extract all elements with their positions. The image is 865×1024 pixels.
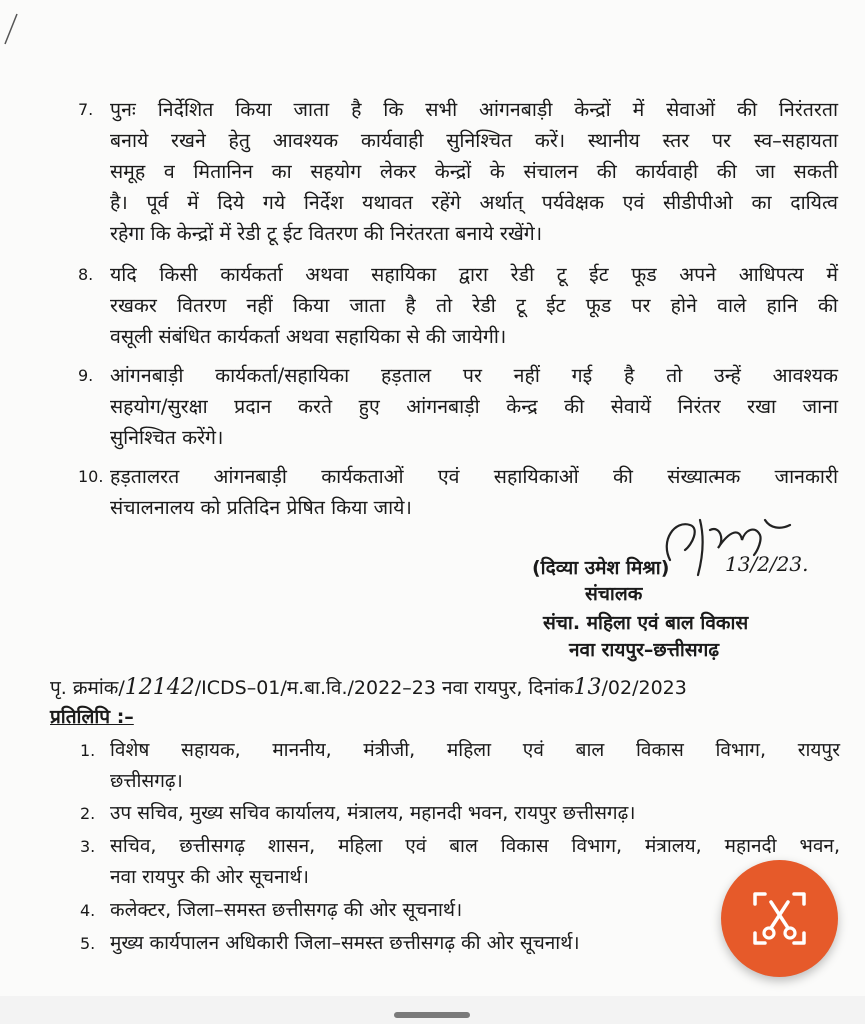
screenshot-crop-button[interactable] [721, 860, 838, 977]
copy-number: 4. [80, 901, 96, 920]
point-line: है। पूर्व में दिये गये निर्देश यथावत रहेंगे अर्थात् पर्यवेक्षक एवं सीडीपीओ का दायित्व [110, 191, 838, 214]
home-indicator[interactable] [394, 1012, 470, 1018]
point-7 [78, 94, 838, 249]
copy-line: नवा रायपुर की ओर सूचनार्थ। [110, 866, 309, 888]
copy-item-2 [80, 798, 840, 829]
signature-date: 13/2/23. [725, 552, 809, 576]
scissors-crop-icon [749, 888, 810, 949]
copy-item-3 [80, 831, 840, 893]
copy-item-1 [80, 735, 840, 797]
point-line: बनाये रखने हेतु आवश्यक कार्यवाही सुनिश्चित करें। स्थानीय स्तर पर स्व–सहायता [110, 129, 838, 152]
point-number: 9. [78, 366, 94, 385]
point-line: सुनिश्चित करेंगे। [110, 426, 224, 449]
point-line: सहयोग/सुरक्षा प्रदान करते हुए आंगनबाड़ी केन्द्र की सेवायें निरंतर रखा जाना [110, 395, 838, 418]
reference-prefix: पृ. क्रमांक/ [50, 677, 125, 699]
signatory-place: नवा रायपुर–छत्तीसगढ़ [569, 639, 720, 661]
point-8 [78, 259, 838, 352]
signatory-name: (दिव्या उमेश मिश्रा) [532, 557, 670, 579]
signatory-department: संचा. महिला एवं बाल विकास [543, 612, 749, 634]
point-line: रखकर वितरण नहीं किया जाता है तो रेडी टू ईट फूड पर होने वाले हानि की [110, 294, 838, 317]
point-line: रहेगा कि केन्द्रों में रेडी टू ईट वितरण की निरंतरता बनाये रखेंगे। [110, 222, 543, 245]
copy-line: मुख्य कार्यपालन अधिकारी जिला–समस्त छत्तीसगढ़ की ओर सूचनार्थ। [110, 932, 580, 954]
point-line: पुनः निर्देशित किया जाता है कि सभी आंगनबाड़ी केन्द्रों में सेवाओं की निरंतरता [110, 98, 838, 121]
point-number: 8. [78, 265, 94, 284]
reference-number: 12142 [124, 675, 195, 700]
reference-day: 13 [573, 675, 602, 700]
point-line: हड़तालरत आंगनबाड़ी कार्यकताओं एवं सहायिकाओं की संख्यात्मक जानकारी [110, 465, 838, 488]
point-number: 10. [78, 467, 104, 486]
copy-line: सचिव, छत्तीसगढ़ शासन, महिला एवं बाल विकास विभाग, मंत्रालय, महानदी भवन, [110, 835, 840, 857]
point-9 [78, 360, 838, 453]
point-line: समूह व मितानिन का सहयोग लेकर केन्द्रों के संचालन की कार्यवाही की जा सकती [110, 160, 838, 183]
copy-line: उप सचिव, मुख्य सचिव कार्यालय, मंत्रालय, महानदी भवन, रायपुर छत्तीसगढ़। [110, 802, 636, 824]
pen-mark [2, 12, 20, 46]
point-line: आंगनबाड़ी कार्यकर्ता/सहायिका हड़ताल पर नहीं गई है तो उन्हें आवश्यक [110, 364, 838, 387]
copy-line: विशेष सहायक, माननीय, मंत्रीजी, महिला एवं बाल विकास विभाग, रायपुर [110, 739, 840, 761]
copy-number: 3. [80, 837, 96, 856]
copy-number: 2. [80, 804, 96, 823]
signatory-designation: संचालक [585, 583, 643, 605]
reference-line [50, 674, 687, 702]
copy-line: छत्तीसगढ़। [110, 770, 183, 792]
copy-to-heading: प्रतिलिपि :– [50, 706, 134, 728]
point-line: संचालनालय को प्रतिदिन प्रेषित किया जाये। [110, 496, 412, 519]
copy-line: कलेक्टर, जिला–समस्त छत्तीसगढ़ की ओर सूचनार्थ। [110, 899, 463, 921]
reference-suffix: /02/2023 [601, 677, 687, 699]
copy-number: 5. [80, 934, 96, 953]
copy-number: 1. [80, 741, 96, 760]
point-line: वसूली संबंधित कार्यकर्ता अथवा सहायिका से की जायेगी। [110, 325, 507, 348]
point-line: यदि किसी कार्यकर्ता अथवा सहायिका द्वारा रेडी टू ईट फूड अपने आधिपत्य में [110, 263, 838, 286]
system-navigation-bar [0, 996, 865, 1024]
reference-middle: /ICDS–01/म.बा.वि./2022–23 नवा रायपुर, दिनांक [194, 677, 574, 699]
point-number: 7. [78, 100, 94, 119]
